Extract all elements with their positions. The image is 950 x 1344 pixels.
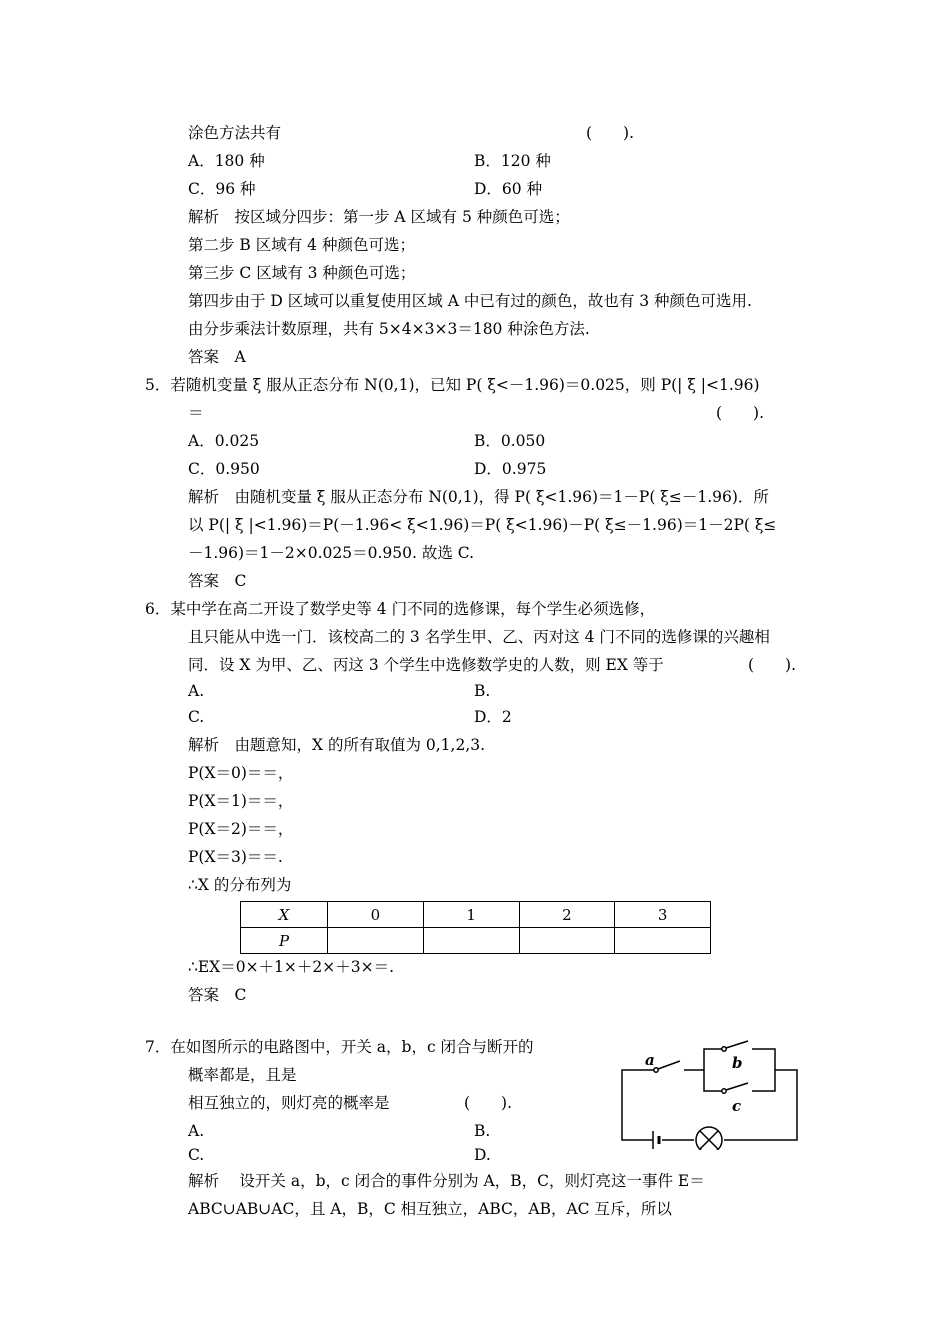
table-row <box>241 928 711 954</box>
q6-option-b: B. <box>474 682 491 700</box>
q7-option-c: C. <box>188 1146 205 1164</box>
switch-b-label: b <box>732 1054 743 1072</box>
switch-c-contact <box>722 1089 726 1093</box>
q6-answer: 答案 C <box>188 986 247 1004</box>
q6-option-c: C. <box>188 708 205 726</box>
switch-c-blade <box>726 1083 748 1090</box>
distribution-table <box>240 901 711 954</box>
q7-bracket: ( ). <box>464 1094 513 1112</box>
q7-option-a: A. <box>188 1122 205 1140</box>
q5-stem-line: 5．若随机变量 ξ 服从正态分布 N(0,1)，已知 P( ξ<－1.96)＝0.025，则 P(| ξ |<1.96) <box>145 376 760 394</box>
branch-b-wire-left <box>704 1049 722 1070</box>
table-cell: P <box>241 928 328 954</box>
table-cell: X <box>241 902 328 928</box>
q6-analysis-line: ∴X 的分布列为 <box>188 876 292 894</box>
q6-analysis-line: P(X＝1)＝＝， <box>188 792 294 810</box>
q7-stem-line: 7．在如图所示的电路图中，开关 a，b，c 闭合与断开的 <box>145 1038 534 1056</box>
switch-c-label: c <box>732 1097 742 1115</box>
table-cell <box>615 928 711 954</box>
table-cell: 1 <box>423 902 519 928</box>
q4-option-b: B．120 种 <box>474 152 551 170</box>
q6-option-a: A. <box>188 682 205 700</box>
q6-bracket: ( ). <box>748 656 797 674</box>
q6-option-d: D．2 <box>474 708 512 726</box>
q4-analysis-line: 第四步由于 D 区域可以重复使用区域 A 中已有过的颜色，故也有 3 种颜色可选用. <box>188 292 752 310</box>
q4-bracket: ( ). <box>586 124 635 142</box>
table-cell: 2 <box>519 902 615 928</box>
table-row <box>241 902 711 928</box>
q4-analysis-line: 第二步 B 区域有 4 种颜色可选； <box>188 236 415 254</box>
q4-answer: 答案 A <box>188 348 246 366</box>
q6-ex-line: ∴EX＝0×＋1×＋2×＋3×＝. <box>188 958 395 976</box>
q4-analysis-line: 解析 按区域分四步：第一步 A 区域有 5 种颜色可选； <box>188 208 570 226</box>
q7-analysis-line: ABC∪AB∪AC，且 A，B，C 相互独立，ABC，AB，AC 互斥，所以 <box>188 1200 672 1218</box>
q6-stem-line: 同．设 X 为甲、乙、丙这 3 个学生中选修数学史的人数，则 EX 等于 <box>188 656 664 674</box>
table-cell <box>519 928 615 954</box>
q5-analysis-line: 解析 由随机变量 ξ 服从正态分布 N(0,1)，得 P( ξ<1.96)＝1－P( ξ≤－1.96)．所 <box>188 488 769 506</box>
q4-stem-tail: 涂色方法共有 <box>188 124 282 142</box>
q5-analysis-line: －1.96)＝1－2×0.025＝0.950. 故选 C. <box>188 544 475 562</box>
q5-option-c: C．0.950 <box>188 460 260 478</box>
q7-option-b: B. <box>474 1122 491 1140</box>
table-cell: 3 <box>615 902 711 928</box>
q5-stem-line: ＝ <box>188 404 204 422</box>
switch-a-label: a <box>645 1051 655 1069</box>
q6-stem-line: 且只能从中选一门．该校高二的 3 名学生甲、乙、丙对这 4 门不同的选修课的兴趣相 <box>188 628 770 646</box>
q7-option-d: D. <box>474 1146 491 1164</box>
q5-bracket: ( ). <box>716 404 765 422</box>
table-cell <box>423 928 519 954</box>
branch-c-wire-left <box>704 1070 722 1091</box>
q7-stem-line: 相互独立的，则灯亮的概率是 <box>188 1094 390 1112</box>
table-cell: 0 <box>328 902 424 928</box>
switch-a-blade <box>658 1061 680 1069</box>
switch-b-contact <box>722 1047 726 1051</box>
q7-analysis-line: 解析 设开关 a，b，c 闭合的事件分别为 A，B，C，则灯亮这一事件 E＝ <box>188 1172 705 1190</box>
q7-stem-line: 概率都是，且是 <box>188 1066 297 1084</box>
lamp-icon <box>696 1127 722 1150</box>
q5-analysis-line: 以 P(| ξ |<1.96)＝P(－1.96< ξ<1.96)＝P( ξ<1.96)－P( ξ≤－1.96)＝1－2P( ξ≤ <box>188 516 777 534</box>
q6-analysis-line: P(X＝0)＝＝， <box>188 764 294 782</box>
q6-analysis-line: 解析 由题意知，X 的所有取值为 0,1,2,3. <box>188 736 486 754</box>
q4-analysis-line: 第三步 C 区域有 3 种颜色可选； <box>188 264 416 282</box>
q4-option-d: D．60 种 <box>474 180 543 198</box>
q4-option-c: C．96 种 <box>188 180 256 198</box>
q5-answer: 答案 C <box>188 572 247 590</box>
circuit-diagram <box>612 1040 812 1150</box>
q5-option-d: D．0.975 <box>474 460 547 478</box>
q4-analysis-line: 由分步乘法计数原理，共有 5×4×3×3＝180 种涂色方法. <box>188 320 590 338</box>
q6-stem-line: 6．某中学在高二开设了数学史等 4 门不同的选修课，每个学生必须选修， <box>145 600 656 618</box>
q4-option-a: A．180 种 <box>188 152 265 170</box>
q5-option-a: A．0.025 <box>188 432 260 450</box>
q6-analysis-line: P(X＝3)＝＝. <box>188 848 283 866</box>
table-cell <box>328 928 424 954</box>
q5-option-b: B．0.050 <box>474 432 546 450</box>
circuit-wire-left <box>622 1070 654 1140</box>
branch-wires-right <box>752 1049 775 1091</box>
q6-analysis-line: P(X＝2)＝＝， <box>188 820 294 838</box>
switch-b-blade <box>726 1041 748 1048</box>
